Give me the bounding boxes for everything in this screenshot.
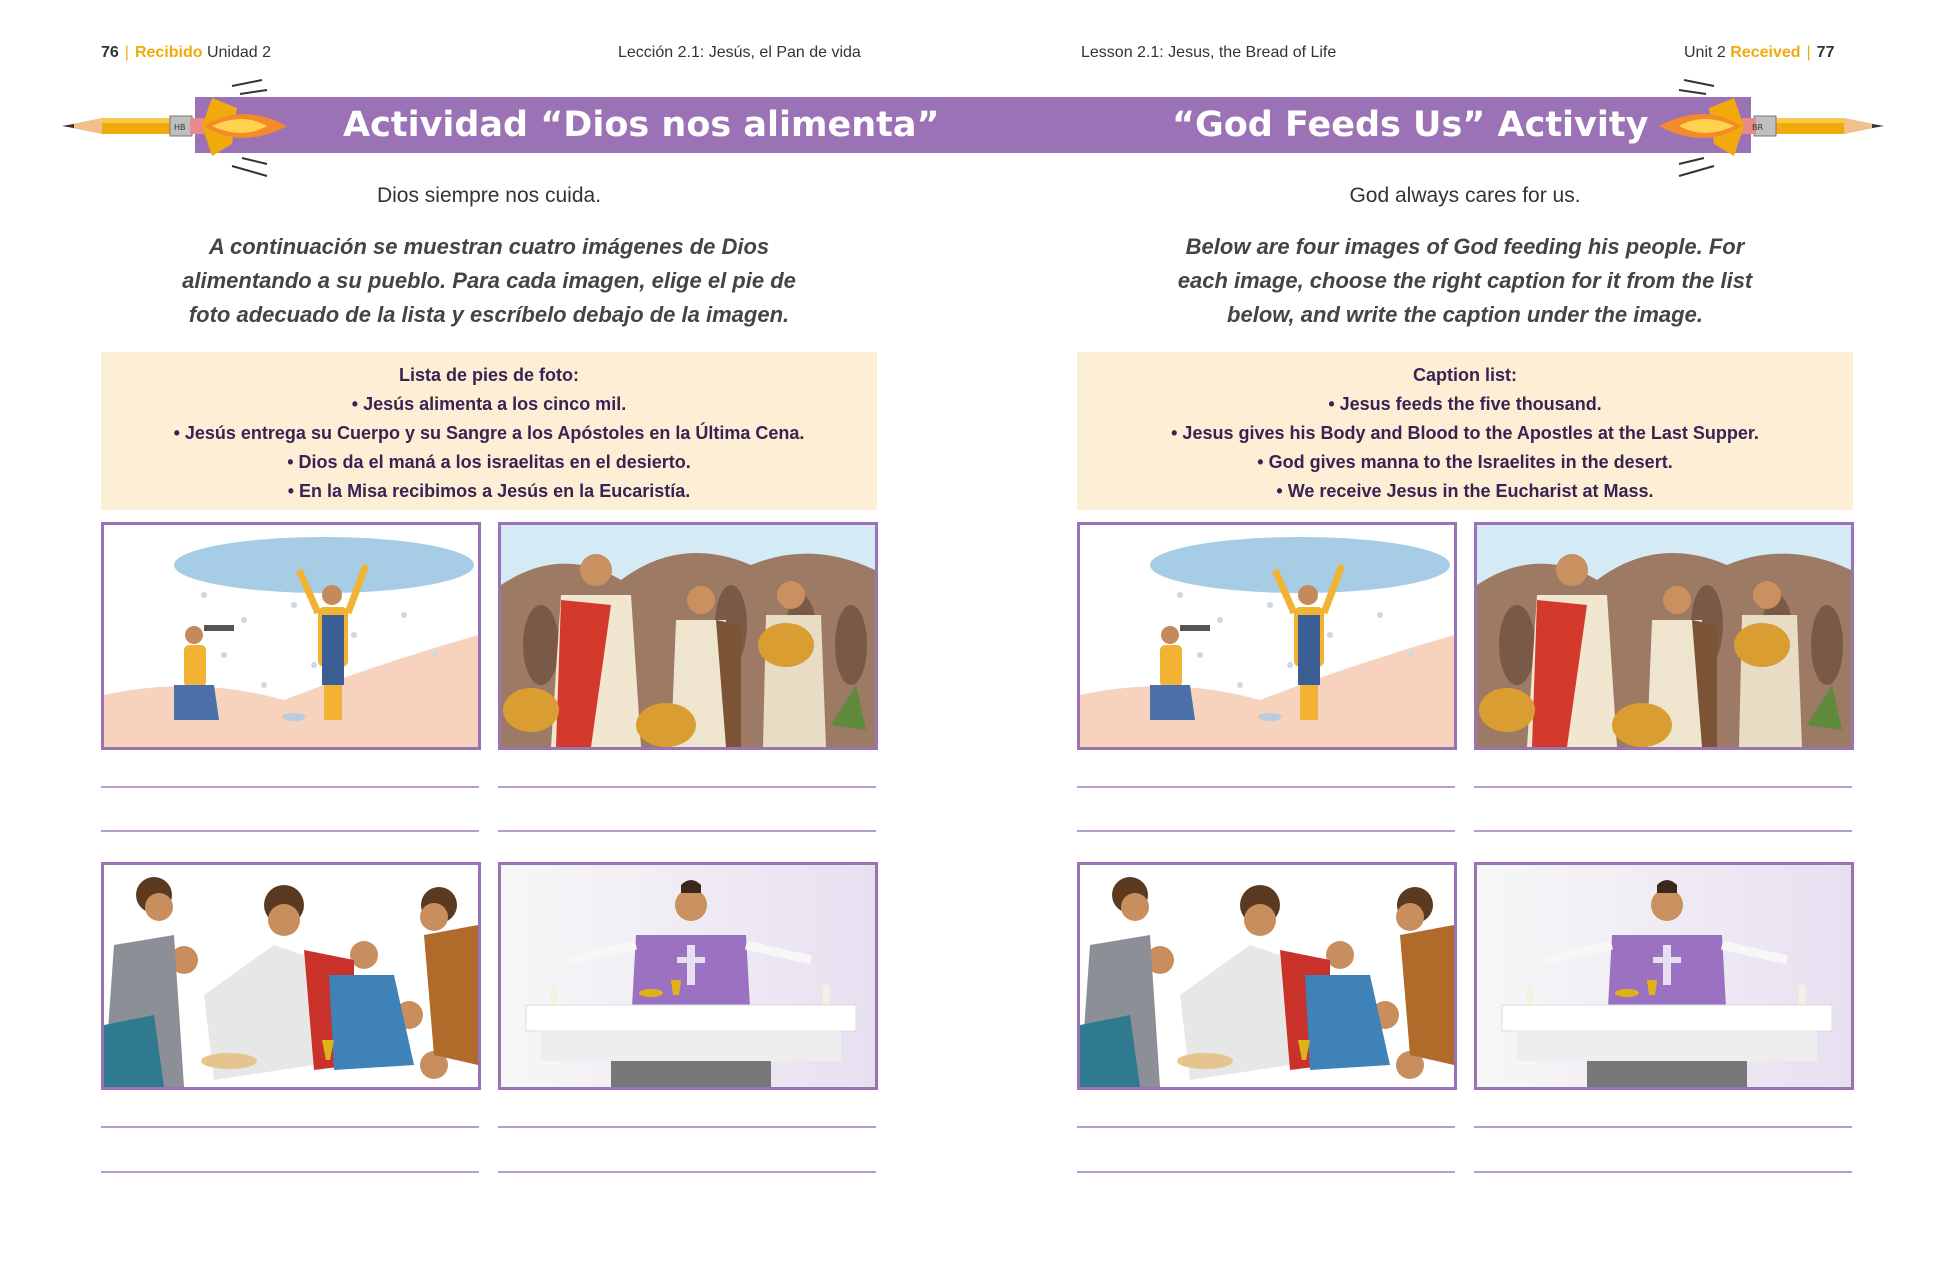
left-page-header xyxy=(101,44,271,62)
caption-write-line[interactable] xyxy=(1474,786,1852,788)
english-instruction-line: below, and write the caption under the image. xyxy=(1227,302,1703,327)
english-subtitle: God always cares for us. xyxy=(1349,184,1581,207)
caption-item: • We receive Jesus in the Eucharist at Mass. xyxy=(1276,481,1654,501)
manna-desert-illustration xyxy=(1077,522,1457,750)
caption-write-line[interactable] xyxy=(101,1171,479,1173)
pencil-rocket-right-icon xyxy=(1654,78,1884,178)
caption-item: • God gives manna to the Israelites in the desert. xyxy=(1257,452,1673,472)
caption-item: • Jesús alimenta a los cinco mil. xyxy=(351,394,627,414)
caption-write-line[interactable] xyxy=(498,786,876,788)
right-book-name: Received xyxy=(1730,44,1801,61)
right-separator: | xyxy=(1806,44,1811,61)
caption-item: • Jesus feeds the five thousand. xyxy=(1328,394,1602,414)
caption-write-line[interactable] xyxy=(1077,830,1455,832)
feeding-five-thousand-illustration xyxy=(498,522,878,750)
caption-write-line[interactable] xyxy=(498,830,876,832)
banner-title-english: “God Feeds Us” Activity xyxy=(1172,105,1649,145)
caption-write-line[interactable] xyxy=(1077,1126,1455,1128)
feeding-five-thousand-illustration xyxy=(1474,522,1854,750)
spanish-subtitle: Dios siempre nos cuida. xyxy=(376,184,602,207)
english-instructions xyxy=(1077,230,1853,332)
last-supper-illustration xyxy=(1077,862,1457,1090)
caption-write-line[interactable] xyxy=(101,830,479,832)
right-lesson-title: Lesson 2.1: Jesus, the Bread of Life xyxy=(1081,44,1337,61)
right-unit-label: Unit 2 xyxy=(1684,44,1726,61)
banner-title-spanish: Actividad “Dios nos alimenta” xyxy=(343,105,940,145)
english-caption-list-title: Caption list: xyxy=(1413,365,1517,385)
left-book-name: Recibido xyxy=(134,44,203,61)
caption-write-line[interactable] xyxy=(1474,1126,1852,1128)
right-page-number: 77 xyxy=(1816,44,1835,61)
spanish-caption-list-title: Lista de pies de foto: xyxy=(398,365,580,385)
mass-eucharist-illustration xyxy=(1474,862,1854,1090)
caption-item: • Jesús entrega su Cuerpo y su Sangre a los Apóstoles en la Última Cena. xyxy=(173,423,805,443)
right-page-header xyxy=(1684,44,1834,62)
pencil-rocket-left-icon xyxy=(62,78,292,178)
caption-write-line[interactable] xyxy=(1474,830,1852,832)
left-separator: | xyxy=(124,44,129,61)
mass-eucharist-illustration xyxy=(498,862,878,1090)
left-unit-label: Unidad 2 xyxy=(206,44,272,61)
pencil-right-label: BR xyxy=(1752,123,1764,132)
caption-write-line[interactable] xyxy=(101,1126,479,1128)
caption-write-line[interactable] xyxy=(498,1171,876,1173)
manna-desert-illustration xyxy=(101,522,481,750)
caption-write-line[interactable] xyxy=(1474,1171,1852,1173)
caption-item: • Dios da el maná a los israelitas en el desierto. xyxy=(287,452,691,472)
spanish-instruction-line: A continuación se muestran cuatro imágenes de Dios xyxy=(208,234,770,259)
left-lesson-title: Lección 2.1: Jesús, el Pan de vida xyxy=(618,44,861,61)
last-supper-illustration xyxy=(101,862,481,1090)
spanish-caption-list xyxy=(101,352,877,510)
caption-write-line[interactable] xyxy=(101,786,479,788)
english-caption-list xyxy=(1077,352,1853,510)
caption-item: • Jesus gives his Body and Blood to the Apostles at the Last Supper. xyxy=(1171,423,1759,443)
caption-item: • En la Misa recibimos a Jesús en la Eucaristía. xyxy=(287,481,691,501)
caption-write-line[interactable] xyxy=(1077,786,1455,788)
english-instruction-line: each image, choose the right caption for it from the list xyxy=(1177,268,1753,293)
title-banner xyxy=(195,97,1751,153)
caption-write-line[interactable] xyxy=(1077,1171,1455,1173)
spanish-instruction-line: alimentando a su pueblo. Para cada imagen, elige el pie de xyxy=(182,268,796,293)
pencil-left-label: HB xyxy=(174,123,186,132)
spanish-instructions xyxy=(101,230,877,332)
spanish-instruction-line: foto adecuado de la lista y escríbelo debajo de la imagen. xyxy=(188,302,790,327)
left-page-number: 76 xyxy=(101,44,119,61)
caption-write-line[interactable] xyxy=(498,1126,876,1128)
english-instruction-line: Below are four images of God feeding his people. For xyxy=(1185,234,1745,259)
